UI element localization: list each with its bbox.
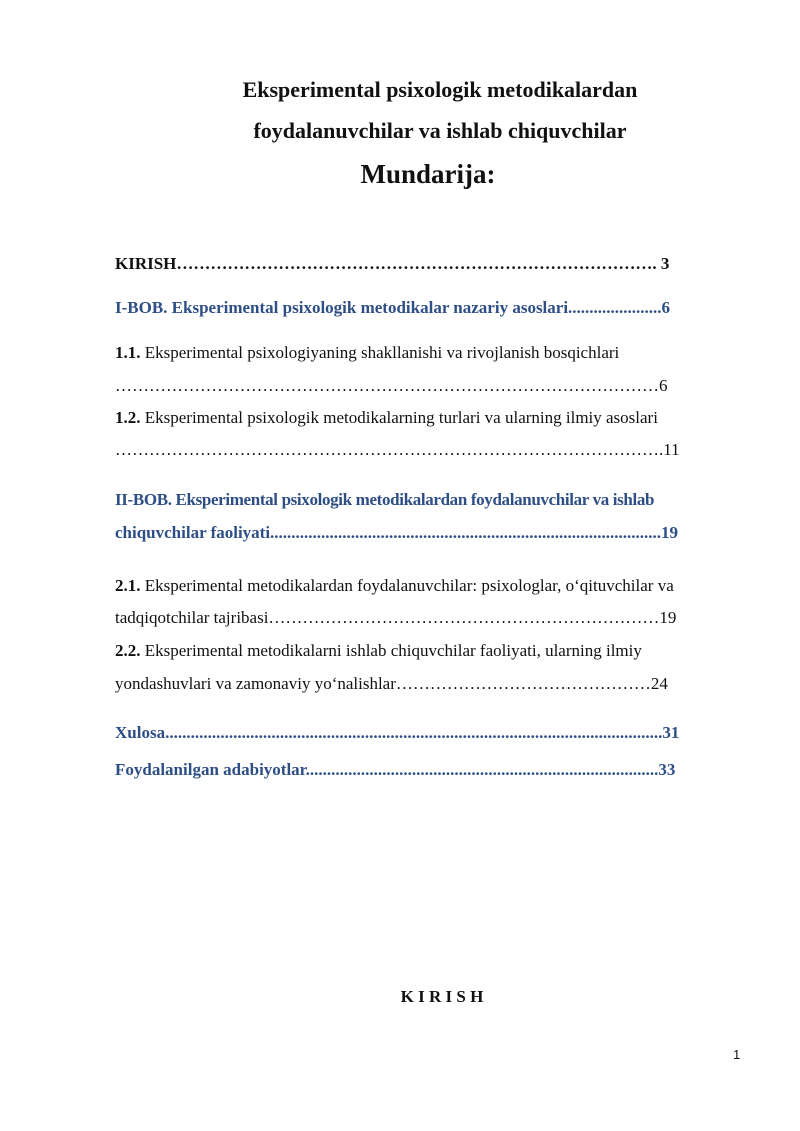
toc-entry-kirish: KIRISH…………………………………………………………………………. 3 bbox=[115, 254, 670, 273]
toc-entry-chapter-1: I-BOB. Eksperimental psixologik metodikalar nazariy asoslari......................6 bbox=[115, 298, 671, 317]
section-title: Eksperimental psixologik metodikalarning turlari va ularning ilmiy asoslari bbox=[140, 408, 658, 427]
toc-leader-section-1-1: ……………………………………………………………………………………6 bbox=[115, 376, 668, 395]
toc-entry-xulosa: Xulosa.....................................................................................................................31 bbox=[115, 723, 680, 742]
toc-entry-section-1-1 bbox=[115, 343, 745, 363]
document-title-line-2: foydalanuvchilar va ishlab chiquvchilar bbox=[253, 118, 627, 143]
toc-leader-section-1-2: …………………………………………………………………………………….11 bbox=[115, 440, 680, 459]
toc-entry-section-1-2 bbox=[115, 408, 745, 428]
toc-heading: Mundarija: bbox=[360, 159, 496, 189]
toc-entry-section-2-2 bbox=[115, 641, 745, 661]
toc-entry-chapter-2-line-2: chiquvchilar faoliyati............................................................................................19 bbox=[115, 523, 679, 542]
section-title: Eksperimental psixologiyaning shakllanishi va rivojlanish bosqichlari bbox=[140, 343, 620, 362]
section-number: 1.1. bbox=[115, 343, 141, 362]
section-title: Eksperimental metodikalarni ishlab chiquvchilar faoliyati, ularning ilmiy bbox=[140, 641, 642, 660]
document-title-line-1: Eksperimental psixologik metodikalardan bbox=[242, 77, 638, 102]
toc-entry-section-2-1-line-2: tadqiqotchilar tajribasi……………………………………………………………19 bbox=[115, 608, 677, 627]
section-title: Eksperimental metodikalardan foydalanuvchilar: psixologlar, o‘qituvchilar va bbox=[140, 576, 674, 595]
section-number: 2.2. bbox=[115, 641, 141, 660]
toc-entry-section-2-1 bbox=[115, 576, 745, 596]
section-number: 2.1. bbox=[115, 576, 141, 595]
toc-entry-section-2-2-line-2: yondashuvlari va zamonaviy yo‘nalishlar………………………………………24 bbox=[115, 674, 668, 693]
toc-entry-adabiyotlar: Foydalanilgan adabiyotlar...................................................................................33 bbox=[115, 760, 676, 779]
page-number: 1 bbox=[733, 1047, 741, 1062]
section-number: 1.2. bbox=[115, 408, 141, 427]
kirish-section-heading: K I R I S H bbox=[400, 987, 484, 1006]
toc-entry-chapter-2-line-1: II-BOB. Eksperimental psixologik metodikalardan foydalanuvchilar va ishlab bbox=[115, 490, 655, 509]
